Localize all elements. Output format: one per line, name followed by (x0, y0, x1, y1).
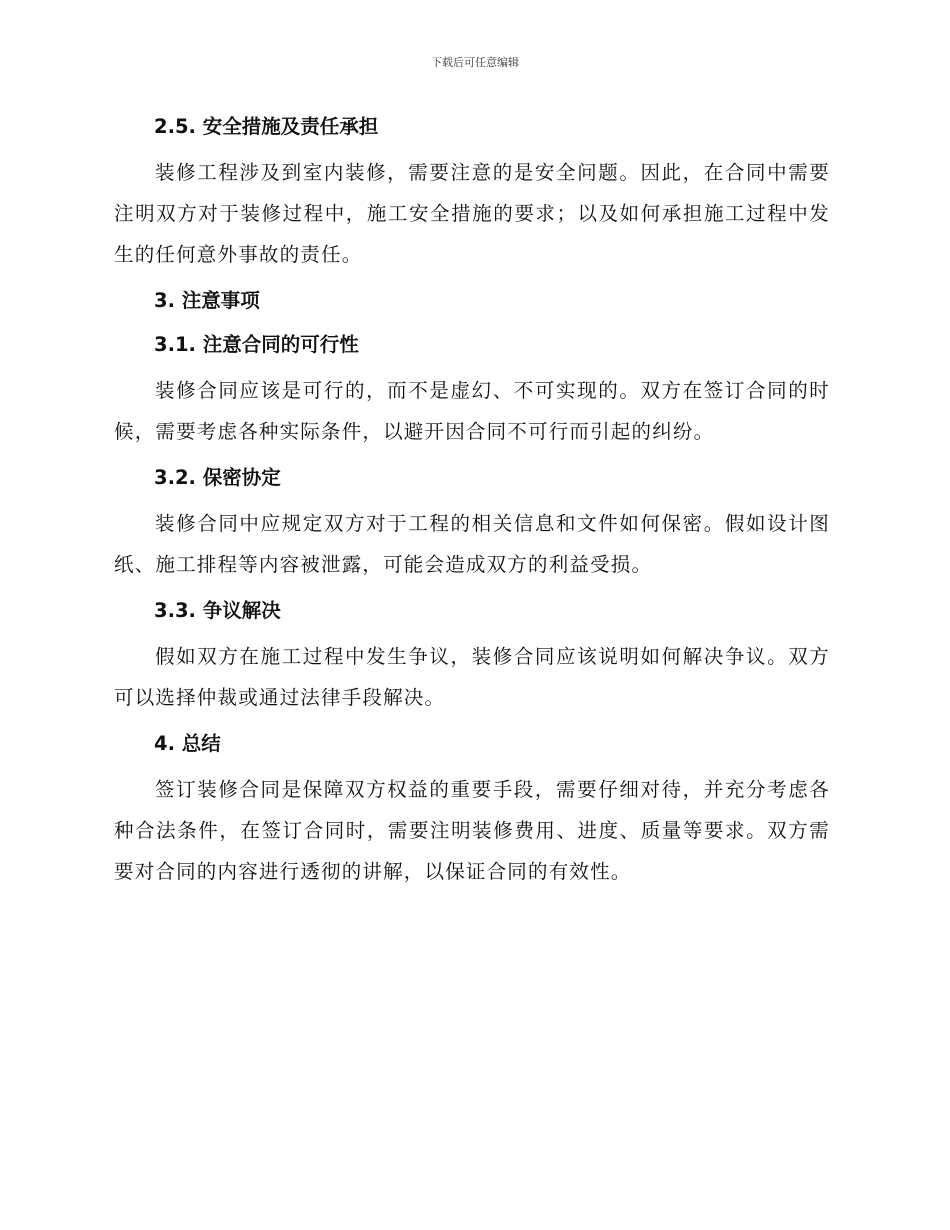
section-paragraph: 装修合同应该是可行的，而不是虚幻、不可实现的。双方在签订合同的时候，需要考虑各种实际条件，以避开因合同不可行而引起的纠纷。 (114, 379, 830, 443)
page-header: 下载后可任意编辑 (431, 56, 519, 69)
document-body (114, 110, 830, 901)
section-3-3 (114, 594, 830, 718)
section-paragraph: 装修工程涉及到室内装修，需要注意的是安全问题。因此，在合同中需要注明双方对于装修过程中，施工安全措施的要求；以及如何承担施工过程中发生的任何意外事故的责任。 (114, 161, 830, 266)
section-heading: 3.3. 争议解决 (154, 599, 281, 622)
section-3 (114, 284, 830, 318)
section-heading: 4. 总结 (154, 732, 221, 755)
section-4 (114, 727, 830, 892)
section-heading: 3. 注意事项 (154, 289, 260, 312)
section-paragraph: 签订装修合同是保障双方权益的重要手段，需要仔细对待，并充分考虑各种合法条件，在签订合同时，需要注明装修费用、进度、质量等要求。双方需要对合同的内容进行透彻的讲解，以保证合同的有效性。 (114, 778, 830, 883)
section-heading: 2.5. 安全措施及责任承担 (154, 115, 379, 138)
section-heading: 3.1. 注意合同的可行性 (154, 333, 359, 356)
section-3-1 (114, 328, 830, 452)
section-2-5 (114, 110, 830, 275)
section-paragraph: 假如双方在施工过程中发生争议，装修合同应该说明如何解决争议。双方可以选择仲裁或通过法律手段解决。 (114, 645, 830, 709)
section-heading: 3.2. 保密协定 (154, 466, 281, 489)
section-3-2 (114, 461, 830, 585)
section-paragraph: 装修合同中应规定双方对于工程的相关信息和文件如何保密。假如设计图纸、施工排程等内容被泄露，可能会造成双方的利益受损。 (114, 512, 830, 576)
